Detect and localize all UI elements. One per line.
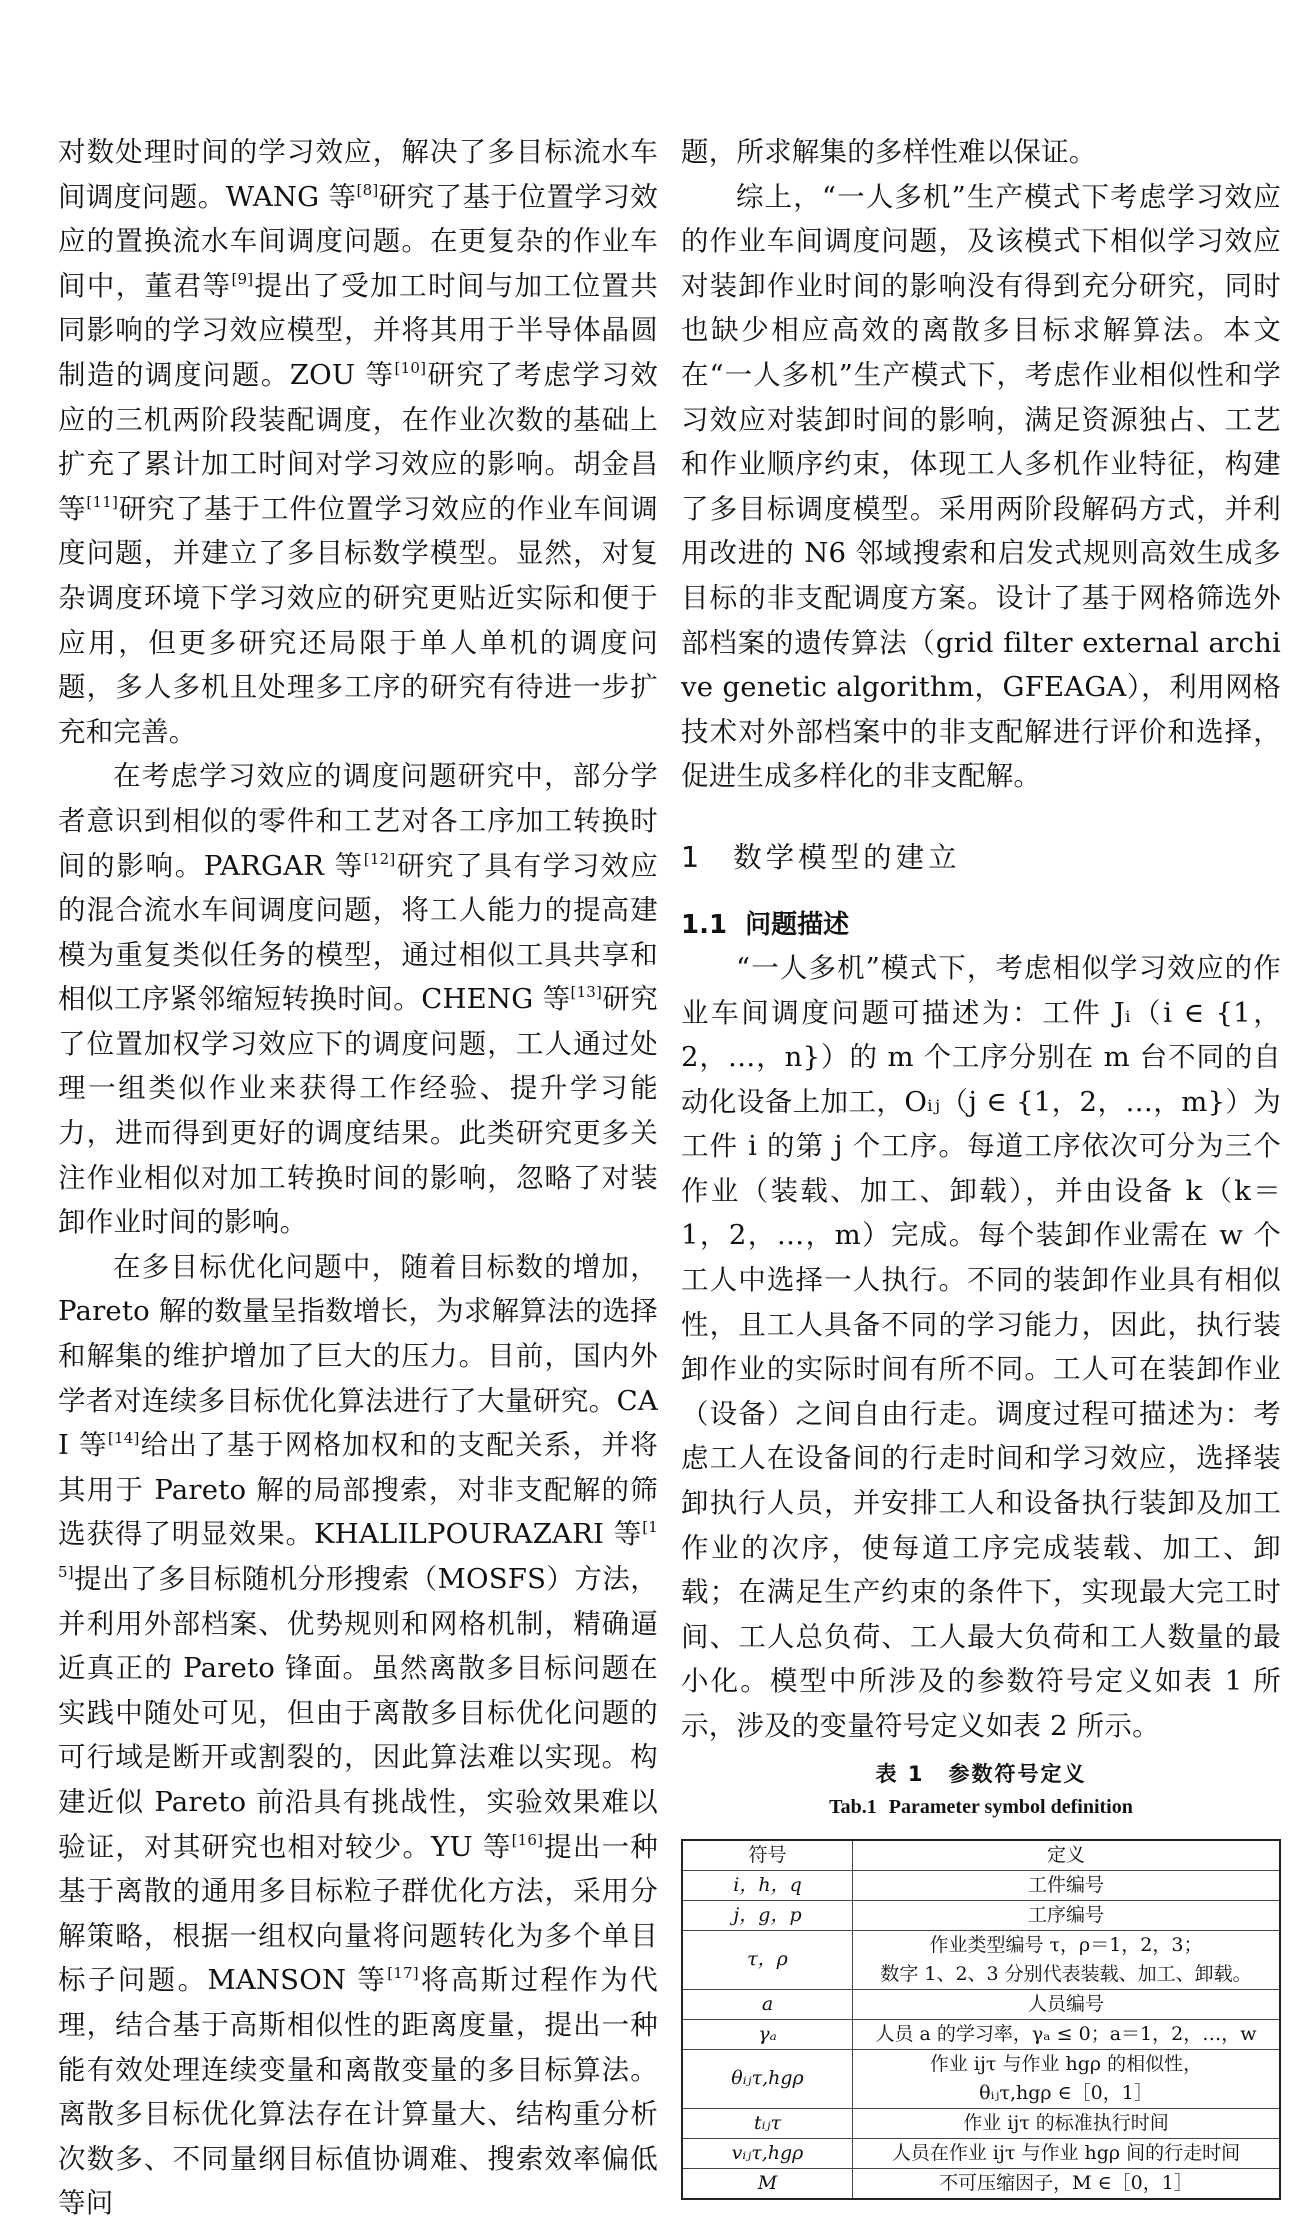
symbol-cell: vᵢⱼτ,hgρ: [682, 2138, 853, 2168]
citation-ref: [17]: [387, 1964, 419, 1983]
subsection-title-text: 问题描述: [745, 909, 850, 940]
parameter-table: [681, 1839, 1281, 2200]
symbol-cell: a: [682, 1989, 853, 2019]
header-definition: 定义: [853, 1840, 1281, 1871]
definition-cell: 人员 a 的学习率，γₐ ≤ 0；a＝1，2，…，w: [853, 2019, 1281, 2049]
definition-cell: 人员在作业 ijτ 与作业 hgρ 间的行走时间: [853, 2138, 1281, 2168]
citation-ref: [16]: [511, 1830, 544, 1849]
section-heading: [681, 835, 1281, 876]
citation-ref: [13]: [570, 983, 603, 1002]
table-body: [682, 1870, 1280, 2199]
citation-ref: [9]: [231, 269, 254, 288]
table-row: [682, 1870, 1280, 1900]
definition-cell: 作业类型编号 τ，ρ＝1，2，3； 数字 1、2、3 分别代表装载、加工、卸载。: [853, 1930, 1281, 1989]
citation-ref: [12]: [363, 849, 396, 868]
header-symbol: 符号: [682, 1840, 853, 1871]
right-paragraph-problem: “一人多机”模式下，考虑相似学习效应的作业车间调度问题可描述为：工件 Jᵢ（i ∈ {1，2，…，n}）的 m 个工序分别在 m 台不同的自动化设备上加工，Oᵢⱼ（j ∈ {1，2，…，m}）为工件 i 的第 j 个工序。每道工序依次可分为三个作业（装载、加工、卸载），并由设备 k（k＝1，2，…，m）完成。每个装卸作业需在 w 个工人中选择一人执行。不同的装卸作业具有相似性，且工人具备不同的学习能力，因此，执行装卸作业的实际时间有所不同。工人可在装卸作业（设备）之间自由行走。调度过程可描述为：考虑工人在设备间的行走时间和学习效应，选择装卸执行人员，并安排工人和设备执行装卸及加工作业的次序，使每道工序完成装载、加工、卸载；在满足生产约束的条件下，实现最大完工时间、工人总负荷、工人最大负荷和工人数量的最小化。模型中所涉及的参数符号定义如表 1 所示，涉及的变量符号定义如表 2 所示。: [681, 951, 1281, 1742]
definition-cell: 工序编号: [853, 1900, 1281, 1930]
right-column: [681, 130, 1281, 2200]
table-caption-en-label: Tab.1: [829, 1795, 877, 1818]
symbol-cell: θᵢⱼτ,hgρ: [682, 2049, 853, 2108]
definition-cell: 作业 ijτ 与作业 hgρ 的相似性， θᵢⱼτ,hgρ ∈［0，1］: [853, 2049, 1281, 2108]
citation-ref: [14]: [107, 1429, 140, 1448]
citation-ref: [15]: [58, 1518, 658, 1581]
symbol-cell: M: [682, 2168, 853, 2199]
section-number: 1: [681, 840, 704, 874]
citation-ref: [8]: [356, 180, 379, 199]
table-caption-en: [681, 1791, 1281, 1823]
table-caption-en-title: Parameter symbol definition: [888, 1795, 1133, 1818]
symbol-cell: γₐ: [682, 2019, 853, 2049]
left-paragraph-2: 在考虑学习效应的调度问题研究中，部分学者意识到相似的零件和工艺对各工序加工转换时间的影响。PARGAR 等[12]研究了具有学习效应的混合流水车间调度问题，将工人能力的提高建模为重复类似任务的模型，通过相似工具共享和相似工序紧邻缩短转换时间。CHENG 等[13]研究了位置加权学习效应下的调度问题，工人通过处理一组类似作业来获得工作经验、提升学习能力，进而得到更好的调度结果。此类研究更多关注作业相似对加工转换时间的影响，忽略了对装卸作业时间的影响。: [58, 760, 658, 1239]
table-row: [682, 2138, 1280, 2168]
definition-cell: 作业 ijτ 的标准执行时间: [853, 2108, 1281, 2138]
table-header-row: [682, 1840, 1280, 1871]
citation-ref: [11]: [86, 492, 119, 511]
table-row: [682, 2049, 1280, 2108]
definition-cell: 工件编号: [853, 1870, 1281, 1900]
citation-ref: [10]: [394, 358, 427, 377]
table-row: [682, 1989, 1280, 2019]
right-paragraph-summary: 综上，“一人多机”生产模式下考虑学习效应的作业车间调度问题，及该模式下相似学习效应对装卸作业时间的影响没有得到充分研究，同时也缺少相应高效的离散多目标求解算法。本文在“一人多机”生产模式下，考虑作业相似性和学习效应对装卸时间的影响，满足资源独占、工艺和作业顺序约束，体现工人多机作业特征，构建了多目标调度模型。采用两阶段解码方式，并利用改进的 N6 邻域搜索和启发式规则高效生成多目标的非支配调度方案。设计了基于网格筛选外部档案的遗传算法（grid filter external archive genetic algorithm，GFEAGA），利用网格技术对外部档案中的非支配解进行评价和选择，促进生成多样化的非支配解。: [681, 180, 1281, 793]
left-column: [58, 130, 658, 2226]
table-row: [682, 2019, 1280, 2049]
table-caption-zh-label: 表 1: [875, 1761, 925, 1786]
table-row: [682, 1900, 1280, 1930]
table-caption-zh: [681, 1757, 1281, 1791]
left-paragraph-1: 对数处理时间的学习效应，解决了多目标流水车间调度问题。WANG 等[8]研究了基于位置学习效应的置换流水车间调度问题。在更复杂的作业车间中，董君等[9]提出了受加工时间与加工位置共同影响的学习效应模型，并将其用于半导体晶圆制造的调度问题。ZOU 等[10]研究了考虑学习效应的三机两阶段装配调度，在作业次数的基础上扩充了累计加工时间对学习效应的影响。胡金昌等[11]研究了基于工件位置学习效应的作业车间调度问题，并建立了多目标数学模型。显然，对复杂调度环境下学习效应的研究更贴近实际和便于应用，但更多研究还局限于单人单机的调度问题，多人多机且处理多工序的研究有待进一步扩充和完善。: [58, 136, 659, 748]
section-title-text: 数学模型的建立: [733, 840, 961, 874]
definition-cell: 人员编号: [853, 1989, 1281, 2019]
symbol-cell: tᵢⱼτ: [682, 2108, 853, 2138]
symbol-cell: i，h，q: [682, 1870, 853, 1900]
right-paragraph-continuation: 题，所求解集的多样性难以保证。: [681, 136, 1097, 168]
subsection-heading: [681, 904, 1281, 946]
symbol-cell: τ，ρ: [682, 1930, 853, 1989]
table-row: [682, 2108, 1280, 2138]
table-caption-zh-title: 参数符号定义: [948, 1761, 1087, 1786]
table-row: [682, 1930, 1280, 1989]
table-row: [682, 2168, 1280, 2199]
subsection-number: 1.1: [681, 909, 728, 940]
left-paragraph-3: 在多目标优化问题中，随着目标数的增加，Pareto 解的数量呈指数增长，为求解算法的选择和解集的维护增加了巨大的压力。目前，国内外学者对连续多目标优化算法进行了大量研究。CAI 等[14]给出了基于网格加权和的支配关系，并将其用于 Pareto 解的局部搜索，对非支配解的筛选获得了明显效果。KHALILPOURAZARI 等[15]提出了多目标随机分形搜索（MOSFS）方法，并利用外部档案、优势规则和网格机制，精确逼近真正的 Pareto 锋面。虽然离散多目标问题在实践中随处可见，但由于离散多目标优化问题的可行域是断开或割裂的，因此算法难以实现。构建近似 Pareto 前沿具有挑战性，实验效果难以验证，对其研究也相对较少。YU 等[16]提出一种基于离散的通用多目标粒子群优化方法，采用分解策略，根据一组权向量将问题转化为多个单目标子问题。MANSON 等[17]将高斯过程作为代理，结合基于高斯相似性的距离度量，提出一种能有效处理连续变量和离散变量的多目标算法。离散多目标优化算法存在计算量大、结构重分析次数多、不同量纲目标值协调难、搜索效率偏低等问: [58, 1250, 658, 2220]
symbol-cell: j，g，p: [682, 1900, 853, 1930]
definition-cell: 不可压缩因子，M ∈［0，1］: [853, 2168, 1281, 2199]
